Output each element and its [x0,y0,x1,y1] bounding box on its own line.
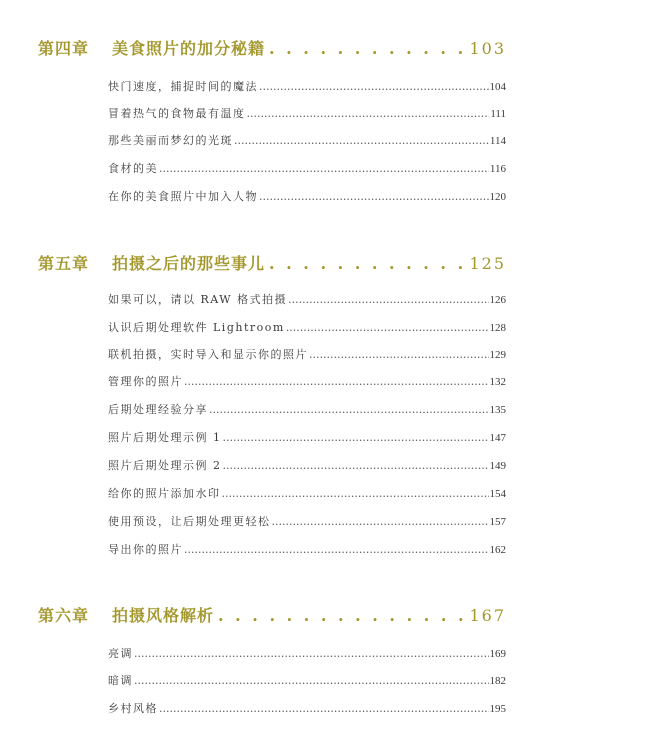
dot-leader [309,348,489,361]
entry-label: 乡村风格 [108,702,158,715]
dot-leader [259,190,489,203]
entry-label: 冒着热气的食物最有温度 [108,107,246,120]
dot-leader [234,134,489,147]
chapter-number: 第四章 [38,39,90,58]
entry-page-number: 157 [489,516,506,528]
dot-leader [286,321,489,334]
toc-entry[interactable] [108,672,506,692]
dot-leader [218,606,465,625]
toc-entry[interactable] [108,429,506,449]
entry-page-number: 135 [489,404,506,416]
entry-label: 管理你的照片 [108,375,183,388]
dot-leader [223,459,489,472]
chapter-6-heading[interactable] [38,603,506,631]
toc-entry[interactable] [108,188,506,208]
entry-label: 那些美丽而梦幻的光斑 [108,134,233,147]
entry-label: 暗调 [108,674,133,687]
entry-page-number: 132 [489,376,506,388]
dot-leader [269,254,465,273]
entry-page-number: 195 [489,703,506,715]
entry-page-number: 116 [489,163,506,175]
dot-leader [272,515,489,528]
dot-leader [209,403,489,416]
entry-label: 联机拍摄，实时导入和显示你的照片 [108,348,308,361]
dot-leader [288,293,488,306]
entry-label: 照片后期处理示例 2 [108,459,222,472]
dot-leader [223,431,489,444]
dot-leader [259,80,489,93]
toc-entry[interactable] [108,346,506,366]
entry-label: 食材的美 [108,162,158,175]
dot-leader [247,107,490,120]
entry-page-number: 182 [489,675,506,687]
entry-page-number: 111 [490,108,506,120]
entry-page-number: 149 [489,460,506,472]
chapter-page-number: 167 [469,606,506,625]
entry-label: 使用预设，让后期处理更轻松 [108,515,271,528]
toc-entry[interactable] [108,541,506,561]
chapter-4-heading[interactable] [38,36,506,64]
entry-label: 快门速度，捕捉时间的魔法 [108,80,258,93]
entry-page-number: 128 [489,322,506,334]
toc-entry[interactable] [108,645,506,665]
dot-leader [159,162,489,175]
entry-page-number: 129 [489,349,506,361]
dot-leader [184,375,489,388]
toc-entry[interactable] [108,132,506,152]
dot-leader [269,39,465,58]
entry-label: 认识后期处理软件 Lightroom [108,321,285,334]
entry-page-number: 169 [489,648,506,660]
entry-label: 后期处理经验分享 [108,403,208,416]
toc-entry[interactable] [108,373,506,393]
entry-page-number: 147 [489,432,506,444]
dot-leader [134,647,489,660]
entry-page-number: 120 [489,191,506,203]
chapter-page-number: 103 [469,39,506,58]
chapter-number: 第五章 [38,254,90,273]
entry-label: 导出你的照片 [108,543,183,556]
toc-entry[interactable] [108,700,506,720]
toc-entry[interactable] [108,513,506,533]
chapter-number: 第六章 [38,606,90,625]
dot-leader [222,487,489,500]
entry-label: 如果可以，请以 RAW 格式拍摄 [108,293,288,306]
entry-page-number: 114 [489,135,506,147]
entry-page-number: 154 [489,488,506,500]
entry-label: 在你的美食照片中加入人物 [108,190,258,203]
entry-label: 给你的照片添加水印 [108,487,221,500]
toc-entry[interactable] [108,291,506,311]
entry-label: 亮调 [108,647,133,660]
entry-page-number: 162 [489,544,506,556]
entry-label: 照片后期处理示例 1 [108,431,222,444]
toc-entry[interactable] [108,105,506,125]
entry-page-number: 126 [489,294,506,306]
dot-leader [159,702,489,715]
chapter-page-number: 125 [469,254,506,273]
chapter-title: 拍摄风格解析 [112,606,215,625]
toc-entry[interactable] [108,319,506,339]
toc-entry[interactable] [108,160,506,180]
toc-entry[interactable] [108,457,506,477]
toc-entry[interactable] [108,78,506,98]
chapter-title: 美食照片的加分秘籍 [112,39,266,58]
chapter-title: 拍摄之后的那些事儿 [112,254,266,273]
entry-page-number: 104 [489,81,506,93]
dot-leader [184,543,489,556]
toc-entry[interactable] [108,401,506,421]
toc-entry[interactable] [108,485,506,505]
chapter-5-heading[interactable] [38,251,506,279]
dot-leader [134,674,489,687]
